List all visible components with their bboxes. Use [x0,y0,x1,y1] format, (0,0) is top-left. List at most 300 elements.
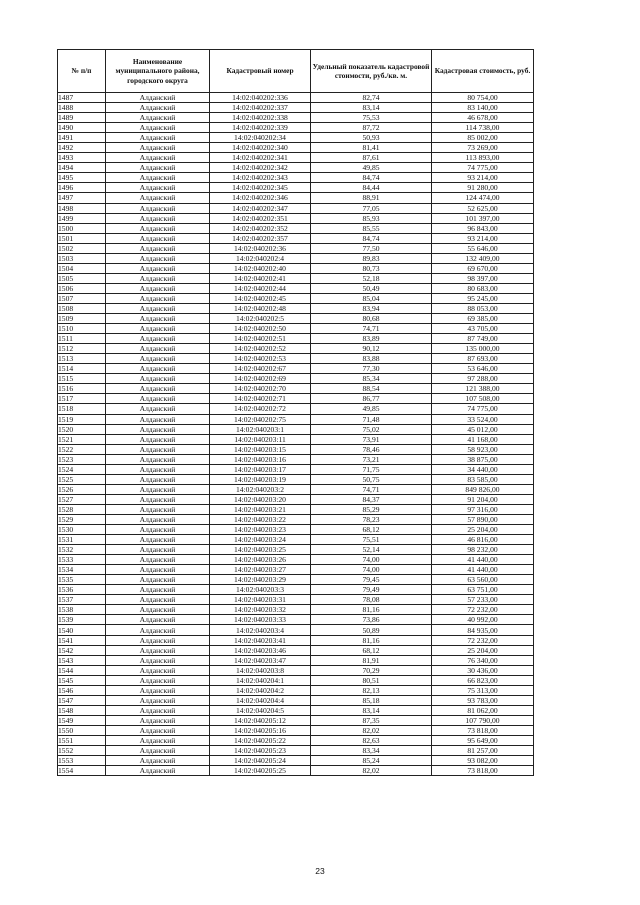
cell-district: Алданский [106,444,210,454]
cell-row-number: 1526 [58,484,106,494]
cell-cadastral-number: 14:02:040203:15 [210,444,311,454]
cell-cadastral-number: 14:02:040202:40 [210,263,311,273]
cell-specific-value: 50,89 [311,625,432,635]
cell-cadastral-number: 14:02:040202:70 [210,384,311,394]
cell-cadastral-value: 69 385,00 [432,314,534,324]
cell-cadastral-value: 93 214,00 [432,233,534,243]
cell-row-number: 1496 [58,183,106,193]
cell-district: Алданский [106,484,210,494]
cell-cadastral-number: 14:02:040203:20 [210,494,311,504]
cell-district: Алданский [106,334,210,344]
cell-row-number: 1547 [58,695,106,705]
cell-specific-value: 77,50 [311,243,432,253]
cell-specific-value: 85,18 [311,695,432,705]
cell-cadastral-number: 14:02:040202:52 [210,344,311,354]
table-row [58,685,534,695]
cell-cadastral-value: 25 204,00 [432,645,534,655]
cell-specific-value: 86,77 [311,394,432,404]
cell-cadastral-number: 14:02:040202:351 [210,213,311,223]
cell-row-number: 1528 [58,504,106,514]
cell-row-number: 1553 [58,756,106,766]
cell-cadastral-value: 73 818,00 [432,766,534,776]
cell-specific-value: 77,05 [311,203,432,213]
cell-row-number: 1494 [58,163,106,173]
cell-row-number: 1535 [58,575,106,585]
cell-specific-value: 74,71 [311,324,432,334]
cell-cadastral-number: 14:02:040202:337 [210,103,311,113]
table-row [58,203,534,213]
cell-cadastral-value: 91 204,00 [432,494,534,504]
cell-specific-value: 83,14 [311,103,432,113]
cell-district: Алданский [106,193,210,203]
table-row [58,525,534,535]
cell-district: Алданский [106,163,210,173]
cell-row-number: 1511 [58,334,106,344]
table-row [58,163,534,173]
cell-cadastral-value: 80 754,00 [432,93,534,103]
cell-district: Алданский [106,685,210,695]
table-row [58,273,534,283]
cell-cadastral-number: 14:02:040203:41 [210,635,311,645]
table-row [58,655,534,665]
cell-cadastral-number: 14:02:040203:27 [210,565,311,575]
cell-district: Алданский [106,203,210,213]
table-row [58,746,534,756]
cell-district: Алданский [106,565,210,575]
cell-specific-value: 85,34 [311,374,432,384]
cell-cadastral-number: 14:02:040205:16 [210,725,311,735]
cell-row-number: 1497 [58,193,106,203]
table-row [58,93,534,103]
table-row [58,303,534,313]
cell-district: Алданский [106,525,210,535]
cell-cadastral-number: 14:02:040202:339 [210,123,311,133]
table-row [58,494,534,504]
cell-cadastral-number: 14:02:040203:8 [210,665,311,675]
cell-cadastral-value: 52 625,00 [432,203,534,213]
cell-cadastral-number: 14:02:040202:336 [210,93,311,103]
cell-row-number: 1498 [58,203,106,213]
cell-cadastral-number: 14:02:040203:25 [210,545,311,555]
table-row [58,243,534,253]
table-row [58,715,534,725]
cell-row-number: 1506 [58,283,106,293]
cell-district: Алданский [106,595,210,605]
cell-cadastral-value: 135 000,00 [432,344,534,354]
cell-row-number: 1554 [58,766,106,776]
table-row [58,263,534,273]
header-specific-value: Удельный показатель кадастровой стоимости, руб./кв. м. [311,50,432,93]
header-cadastral-value: Кадастровая стоимость, руб. [432,50,534,93]
cell-cadastral-number: 14:02:040203:2 [210,484,311,494]
cell-specific-value: 90,12 [311,344,432,354]
cell-cadastral-value: 46 678,00 [432,113,534,123]
cell-row-number: 1490 [58,123,106,133]
cell-cadastral-value: 25 204,00 [432,525,534,535]
cell-specific-value: 82,13 [311,685,432,695]
table-row [58,113,534,123]
cell-cadastral-value: 55 646,00 [432,243,534,253]
cell-cadastral-number: 14:02:040204:4 [210,695,311,705]
cell-cadastral-number: 14:02:040202:67 [210,364,311,374]
cell-cadastral-value: 124 474,00 [432,193,534,203]
table-row [58,133,534,143]
cell-cadastral-value: 85 002,00 [432,133,534,143]
cell-cadastral-number: 14:02:040202:50 [210,324,311,334]
cell-row-number: 1505 [58,273,106,283]
cell-specific-value: 71,75 [311,464,432,474]
cell-cadastral-number: 14:02:040202:48 [210,303,311,313]
cell-specific-value: 89,83 [311,253,432,263]
cell-cadastral-number: 14:02:040202:72 [210,404,311,414]
cell-row-number: 1545 [58,675,106,685]
cell-cadastral-number: 14:02:040202:352 [210,223,311,233]
cell-row-number: 1516 [58,384,106,394]
cell-cadastral-number: 14:02:040205:12 [210,715,311,725]
cell-district: Алданский [106,243,210,253]
cell-row-number: 1527 [58,494,106,504]
cell-row-number: 1551 [58,736,106,746]
cell-cadastral-number: 14:02:040203:33 [210,615,311,625]
cell-row-number: 1487 [58,93,106,103]
table-row [58,535,534,545]
cell-cadastral-number: 14:02:040202:41 [210,273,311,283]
cell-specific-value: 80,73 [311,263,432,273]
cell-district: Алданский [106,273,210,283]
table-row [58,344,534,354]
cell-specific-value: 85,04 [311,293,432,303]
cell-cadastral-value: 101 397,00 [432,213,534,223]
page-number: 23 [315,866,325,876]
cell-row-number: 1507 [58,293,106,303]
cell-specific-value: 81,16 [311,635,432,645]
table-row [58,384,534,394]
cell-specific-value: 88,91 [311,193,432,203]
cell-cadastral-value: 45 012,00 [432,424,534,434]
cell-district: Алданский [106,756,210,766]
cell-cadastral-number: 14:02:040202:338 [210,113,311,123]
cell-cadastral-value: 30 436,00 [432,665,534,675]
cell-row-number: 1524 [58,464,106,474]
cell-cadastral-number: 14:02:040203:22 [210,514,311,524]
cell-cadastral-number: 14:02:040205:22 [210,736,311,746]
cell-district: Алданский [106,133,210,143]
cell-specific-value: 85,24 [311,756,432,766]
cell-cadastral-number: 14:02:040203:24 [210,535,311,545]
cell-district: Алданский [106,394,210,404]
table-row [58,143,534,153]
cell-cadastral-number: 14:02:040203:29 [210,575,311,585]
cell-cadastral-value: 34 440,00 [432,464,534,474]
cell-district: Алданский [106,625,210,635]
cell-row-number: 1544 [58,665,106,675]
table-row [58,233,534,243]
cell-district: Алданский [106,103,210,113]
cell-specific-value: 71,48 [311,414,432,424]
cell-cadastral-value: 33 524,00 [432,414,534,424]
table-row [58,223,534,233]
table-row [58,665,534,675]
cell-cadastral-value: 58 923,00 [432,444,534,454]
cell-row-number: 1534 [58,565,106,575]
table-row [58,725,534,735]
cell-row-number: 1495 [58,173,106,183]
cell-row-number: 1491 [58,133,106,143]
cell-district: Алданский [106,746,210,756]
cell-specific-value: 87,35 [311,715,432,725]
cell-district: Алданский [106,535,210,545]
cell-cadastral-value: 73 818,00 [432,725,534,735]
cell-row-number: 1548 [58,705,106,715]
cell-cadastral-value: 41 440,00 [432,565,534,575]
cell-district: Алданский [106,113,210,123]
table-row [58,565,534,575]
cell-specific-value: 70,29 [311,665,432,675]
cell-cadastral-value: 107 790,00 [432,715,534,725]
cell-district: Алданский [106,253,210,263]
table-row [58,504,534,514]
table-row [58,474,534,484]
cell-district: Алданский [106,464,210,474]
cell-row-number: 1510 [58,324,106,334]
table-row [58,404,534,414]
table-row [58,464,534,474]
cell-cadastral-number: 14:02:040202:346 [210,193,311,203]
cell-district: Алданский [106,615,210,625]
cell-cadastral-number: 14:02:040202:343 [210,173,311,183]
table-row [58,605,534,615]
cell-cadastral-number: 14:02:040204:1 [210,675,311,685]
cell-cadastral-value: 38 875,00 [432,454,534,464]
cell-specific-value: 78,23 [311,514,432,524]
header-row-number: № п/п [58,50,106,93]
cell-cadastral-number: 14:02:040202:341 [210,153,311,163]
cell-cadastral-value: 81 257,00 [432,746,534,756]
cell-row-number: 1501 [58,233,106,243]
cell-specific-value: 50,75 [311,474,432,484]
cell-district: Алданский [106,324,210,334]
cell-specific-value: 87,61 [311,153,432,163]
header-district: Наименование муниципального района, городского округа [106,50,210,93]
table-row [58,374,534,384]
cell-cadastral-value: 113 893,00 [432,153,534,163]
cell-cadastral-value: 87 693,00 [432,354,534,364]
cell-row-number: 1515 [58,374,106,384]
cell-cadastral-number: 14:02:040202:71 [210,394,311,404]
cell-district: Алданский [106,665,210,675]
cell-district: Алданский [106,645,210,655]
cell-row-number: 1517 [58,394,106,404]
cell-specific-value: 74,00 [311,555,432,565]
table-row [58,424,534,434]
cell-specific-value: 81,41 [311,143,432,153]
table-row [58,514,534,524]
cell-specific-value: 85,55 [311,223,432,233]
cell-row-number: 1492 [58,143,106,153]
cell-cadastral-number: 14:02:040203:26 [210,555,311,565]
table-row [58,283,534,293]
cell-cadastral-value: 849 826,00 [432,484,534,494]
cell-specific-value: 79,45 [311,575,432,585]
cell-row-number: 1522 [58,444,106,454]
cell-row-number: 1536 [58,585,106,595]
cell-cadastral-value: 76 340,00 [432,655,534,665]
cell-row-number: 1540 [58,625,106,635]
cell-district: Алданский [106,725,210,735]
cell-cadastral-value: 95 245,00 [432,293,534,303]
cell-district: Алданский [106,736,210,746]
cell-specific-value: 85,93 [311,213,432,223]
cell-district: Алданский [106,655,210,665]
cell-row-number: 1552 [58,746,106,756]
cell-district: Алданский [106,223,210,233]
table-row [58,103,534,113]
cell-cadastral-number: 14:02:040202:340 [210,143,311,153]
cell-specific-value: 87,72 [311,123,432,133]
cell-specific-value: 50,93 [311,133,432,143]
cell-cadastral-value: 98 397,00 [432,273,534,283]
cell-cadastral-value: 72 232,00 [432,635,534,645]
cell-row-number: 1533 [58,555,106,565]
cell-row-number: 1513 [58,354,106,364]
cell-specific-value: 78,46 [311,444,432,454]
table-row [58,705,534,715]
cell-specific-value: 49,85 [311,163,432,173]
table-row [58,123,534,133]
table-row [58,595,534,605]
cell-specific-value: 80,68 [311,314,432,324]
cell-district: Алданский [106,545,210,555]
cell-cadastral-number: 14:02:040205:24 [210,756,311,766]
table-row [58,695,534,705]
cell-specific-value: 84,74 [311,173,432,183]
table-row [58,454,534,464]
table-row [58,444,534,454]
cell-row-number: 1539 [58,615,106,625]
cell-cadastral-number: 14:02:040205:25 [210,766,311,776]
cell-specific-value: 81,91 [311,655,432,665]
cell-district: Алданский [106,314,210,324]
cell-specific-value: 52,18 [311,273,432,283]
cell-cadastral-value: 43 705,00 [432,324,534,334]
cell-cadastral-value: 121 388,00 [432,384,534,394]
cell-district: Алданский [106,213,210,223]
cell-row-number: 1514 [58,364,106,374]
cell-district: Алданский [106,173,210,183]
cell-district: Алданский [106,93,210,103]
table-row [58,364,534,374]
cell-cadastral-number: 14:02:040202:53 [210,354,311,364]
table-row [58,153,534,163]
cell-row-number: 1493 [58,153,106,163]
cell-cadastral-value: 41 440,00 [432,555,534,565]
cell-district: Алданский [106,474,210,484]
table-row [58,736,534,746]
cell-cadastral-number: 14:02:040203:1 [210,424,311,434]
cell-cadastral-value: 73 269,00 [432,143,534,153]
cell-row-number: 1512 [58,344,106,354]
cell-cadastral-number: 14:02:040203:31 [210,595,311,605]
table-body [58,93,534,776]
cell-specific-value: 75,51 [311,535,432,545]
cell-cadastral-number: 14:02:040203:21 [210,504,311,514]
cell-row-number: 1500 [58,223,106,233]
cell-cadastral-number: 14:02:040203:46 [210,645,311,655]
cell-row-number: 1499 [58,213,106,223]
cell-district: Алданский [106,555,210,565]
cell-cadastral-number: 14:02:040202:51 [210,334,311,344]
cell-cadastral-number: 14:02:040203:19 [210,474,311,484]
cell-district: Алданский [106,494,210,504]
cell-row-number: 1549 [58,715,106,725]
cell-cadastral-value: 91 280,00 [432,183,534,193]
cell-cadastral-value: 84 935,00 [432,625,534,635]
cell-specific-value: 82,02 [311,725,432,735]
cell-district: Алданский [106,414,210,424]
cell-district: Алданский [106,364,210,374]
cell-cadastral-value: 66 823,00 [432,675,534,685]
cell-cadastral-value: 96 843,00 [432,223,534,233]
table-row [58,615,534,625]
cell-cadastral-value: 74 775,00 [432,404,534,414]
cell-district: Алданский [106,675,210,685]
cell-district: Алданский [106,695,210,705]
cell-specific-value: 81,16 [311,605,432,615]
cell-specific-value: 82,63 [311,736,432,746]
cell-cadastral-value: 83 585,00 [432,474,534,484]
cell-district: Алданский [106,605,210,615]
cell-specific-value: 83,14 [311,705,432,715]
cell-specific-value: 80,51 [311,675,432,685]
table-row [58,756,534,766]
cell-specific-value: 73,86 [311,615,432,625]
cell-district: Алданский [106,705,210,715]
cell-specific-value: 77,30 [311,364,432,374]
cell-specific-value: 75,53 [311,113,432,123]
table-row [58,575,534,585]
cell-cadastral-value: 93 783,00 [432,695,534,705]
cell-cadastral-number: 14:02:040202:36 [210,243,311,253]
cell-cadastral-number: 14:02:040203:11 [210,434,311,444]
cell-district: Алданский [106,404,210,414]
table-header-row [58,50,534,93]
table-row [58,193,534,203]
cell-district: Алданский [106,585,210,595]
cell-district: Алданский [106,354,210,364]
cell-row-number: 1529 [58,514,106,524]
cell-cadastral-value: 57 890,00 [432,514,534,524]
cell-row-number: 1504 [58,263,106,273]
cell-cadastral-value: 41 168,00 [432,434,534,444]
cell-cadastral-value: 72 232,00 [432,605,534,615]
cell-specific-value: 68,12 [311,645,432,655]
cell-cadastral-value: 83 140,00 [432,103,534,113]
cell-specific-value: 73,91 [311,434,432,444]
cell-cadastral-number: 14:02:040203:47 [210,655,311,665]
cell-cadastral-number: 14:02:040202:345 [210,183,311,193]
table-row [58,394,534,404]
cell-cadastral-value: 88 053,00 [432,303,534,313]
cell-cadastral-value: 87 749,00 [432,334,534,344]
table-row [58,173,534,183]
cell-specific-value: 52,14 [311,545,432,555]
cell-cadastral-value: 81 062,00 [432,705,534,715]
cell-cadastral-value: 97 316,00 [432,504,534,514]
cell-row-number: 1523 [58,454,106,464]
cell-district: Алданский [106,153,210,163]
cell-district: Алданский [106,424,210,434]
cell-row-number: 1489 [58,113,106,123]
